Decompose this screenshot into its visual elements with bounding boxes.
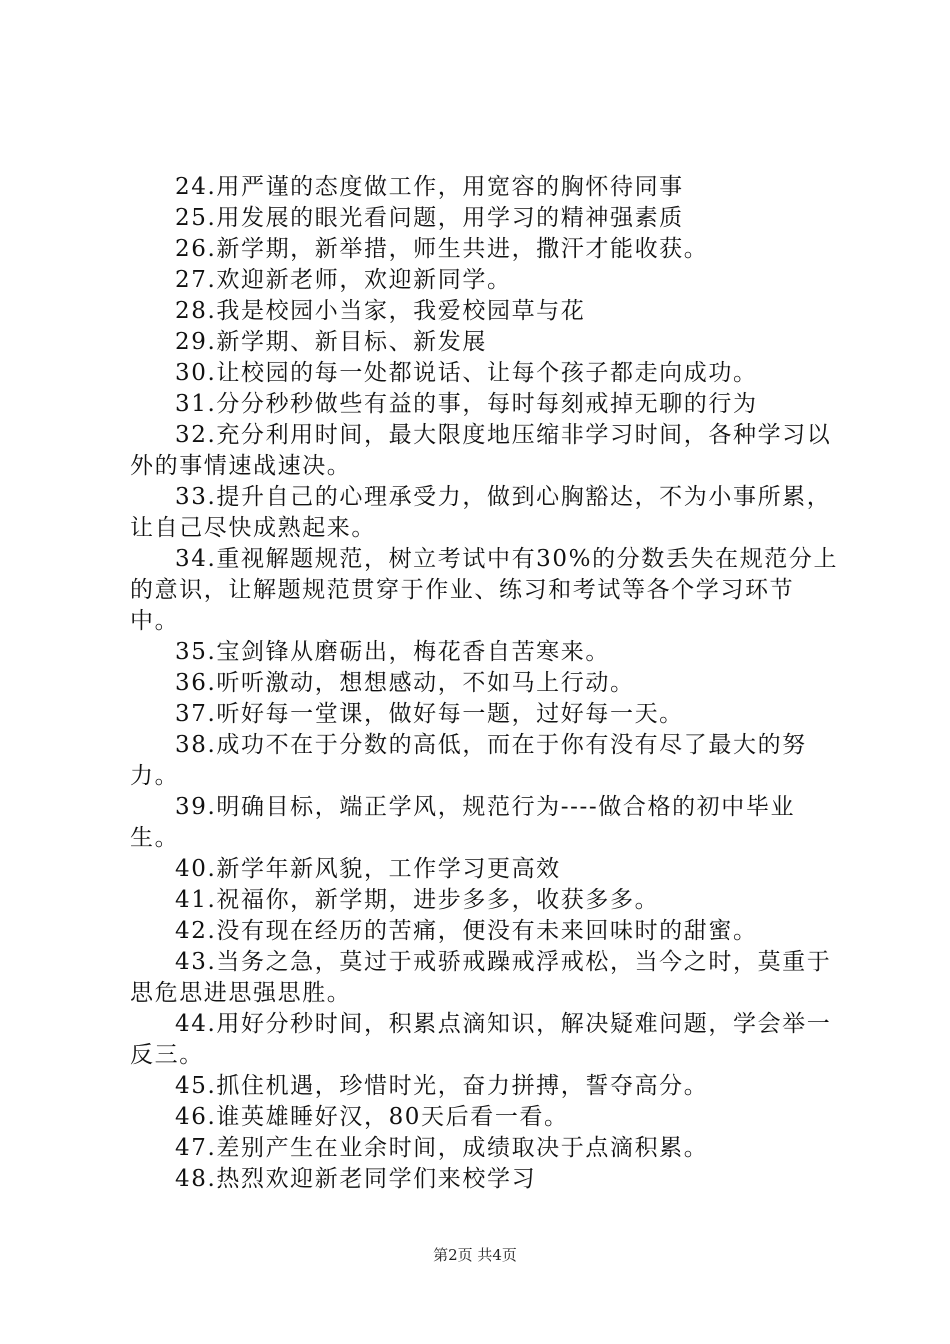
list-item: 25.用发展的眼光看问题，用学习的精神强素质: [175, 205, 684, 231]
list-item: 41.祝福你，新学期，进步多多，收获多多。: [175, 887, 660, 913]
list-item: 26.新学期，新举措，师生共进，撒汗才能收获。: [175, 236, 709, 262]
list-item: 37.听好每一堂课，做好每一题，过好每一天。: [175, 701, 684, 727]
list-item: 39.明确目标，端正学风，规范行为----做合格的初中毕业生。: [130, 794, 796, 851]
list-item: 35.宝剑锋从磨砺出，梅花香自苦寒来。: [175, 639, 610, 665]
list-item: 27.欢迎新老师，欢迎新同学。: [175, 267, 512, 293]
list-item: 24.用严谨的态度做工作，用宽容的胸怀待同事: [175, 174, 684, 200]
list-item: 34.重视解题规范，树立考试中有30%的分数丢失在规范分上的意识，让解题规范贯穿于作业、练习和考试等各个学习环节中。: [130, 546, 839, 634]
list-item: 31.分分秒秒做些有益的事，每时每刻戒掉无聊的行为: [175, 391, 758, 417]
list-item: 46.谁英雄睡好汉，80天后看一看。: [175, 1104, 569, 1130]
list-item: 44.用好分秒时间，积累点滴知识，解决疑难问题，学会举一反三。: [130, 1011, 832, 1068]
list-item: 30.让校园的每一处都说话、让每个孩子都走向成功。: [175, 360, 758, 386]
list-item: 43.当务之急，莫过于戒骄戒躁戒浮戒松，当今之时，莫重于思危思进思强思胜。: [130, 949, 832, 1006]
document-body: [130, 172, 842, 1195]
list-item: 33.提升自己的心理承受力，做到心胸豁达，不为小事所累，让自己尽快成熟起来。: [130, 484, 832, 541]
list-item: 42.没有现在经历的苦痛，便没有未来回味时的甜蜜。: [175, 918, 758, 944]
list-item: 29.新学期、新目标、新发展: [175, 329, 487, 355]
list-item: 38.成功不在于分数的高低，而在于你有没有尽了最大的努力。: [130, 732, 807, 789]
list-item: 36.听听激动，想想感动，不如马上行动。: [175, 670, 635, 696]
list-item: 40.新学年新风貌，工作学习更高效: [175, 856, 561, 882]
list-item: 32.充分利用时间，最大限度地压缩非学习时间，各种学习以外的事情速战速决。: [130, 422, 832, 479]
page-number-footer: 第2页 共4页: [433, 1246, 517, 1264]
list-item: 47.差别产生在业余时间，成绩取决于点滴积累。: [175, 1135, 709, 1161]
list-item: 28.我是校园小当家，我爱校园草与花: [175, 298, 586, 324]
list-item: 48.热烈欢迎新老同学们来校学习: [175, 1166, 537, 1192]
list-item: 45.抓住机遇，珍惜时光，奋力拼搏，誓夺高分。: [175, 1073, 709, 1099]
